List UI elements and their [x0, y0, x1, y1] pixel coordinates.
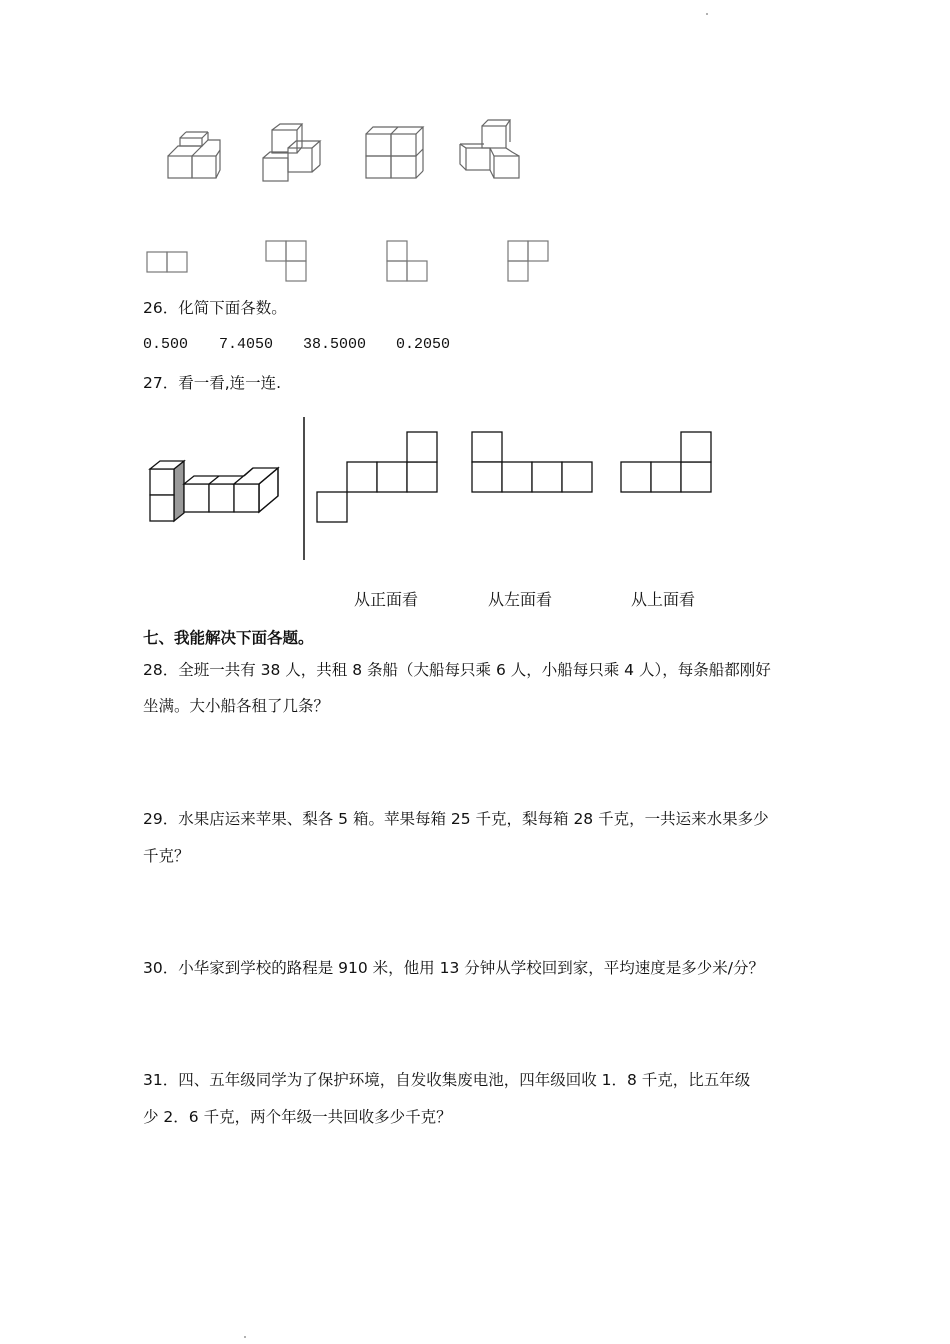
q30-line-1: 30．小华家到学校的路程是 910 米，他用 13 分钟从学校回到家，平均速度是多少米/分？	[143, 959, 764, 977]
q26-number-2: 7.4050	[219, 336, 274, 353]
q27-view-label-left: 从左面看	[488, 590, 553, 609]
q31-line-1: 31．四、五年级同学为了保护环境，自发收集废电池，四年级回收 1．8 千克，比五年级	[143, 1071, 751, 1089]
q26-number-1: 0.500	[143, 336, 189, 353]
q31-line-2: 少 2．6 千克，两个年级一共回收多少千克？	[143, 1108, 452, 1126]
q27-view-option-3	[621, 432, 711, 492]
q27-view-option-2	[472, 432, 592, 492]
q29-line-2: 千克？	[143, 847, 190, 865]
section-7-heading: 七、我能解决下面各题。	[143, 629, 314, 647]
q27-title: 27．看一看,连一连.	[143, 374, 282, 392]
q26-number-3: 38.5000	[303, 336, 367, 353]
q28-line-1: 28．全班一共有 38 人，共租 8 条船（大船每只乘 6 人，小船每只乘 4 人），每条船都刚好	[143, 661, 771, 679]
q27-view-label-top: 从上面看	[631, 590, 696, 609]
q27-view-label-front: 从正面看	[354, 590, 419, 609]
q27-figure	[0, 0, 950, 600]
q28-line-2: 坐满。大小船各租了几条？	[143, 697, 330, 715]
q26-number-4: 0.2050	[396, 336, 451, 353]
q29-line-1: 29．水果店运来苹果、梨各 5 箱。苹果每箱 25 千克，梨每箱 28 千克，一共运来水果多少	[143, 810, 769, 828]
page-mark-bottom	[244, 1336, 246, 1338]
q27-solid	[150, 461, 278, 521]
q26-title: 26．化简下面各数。	[143, 299, 287, 317]
q27-view-option-1	[317, 432, 437, 522]
